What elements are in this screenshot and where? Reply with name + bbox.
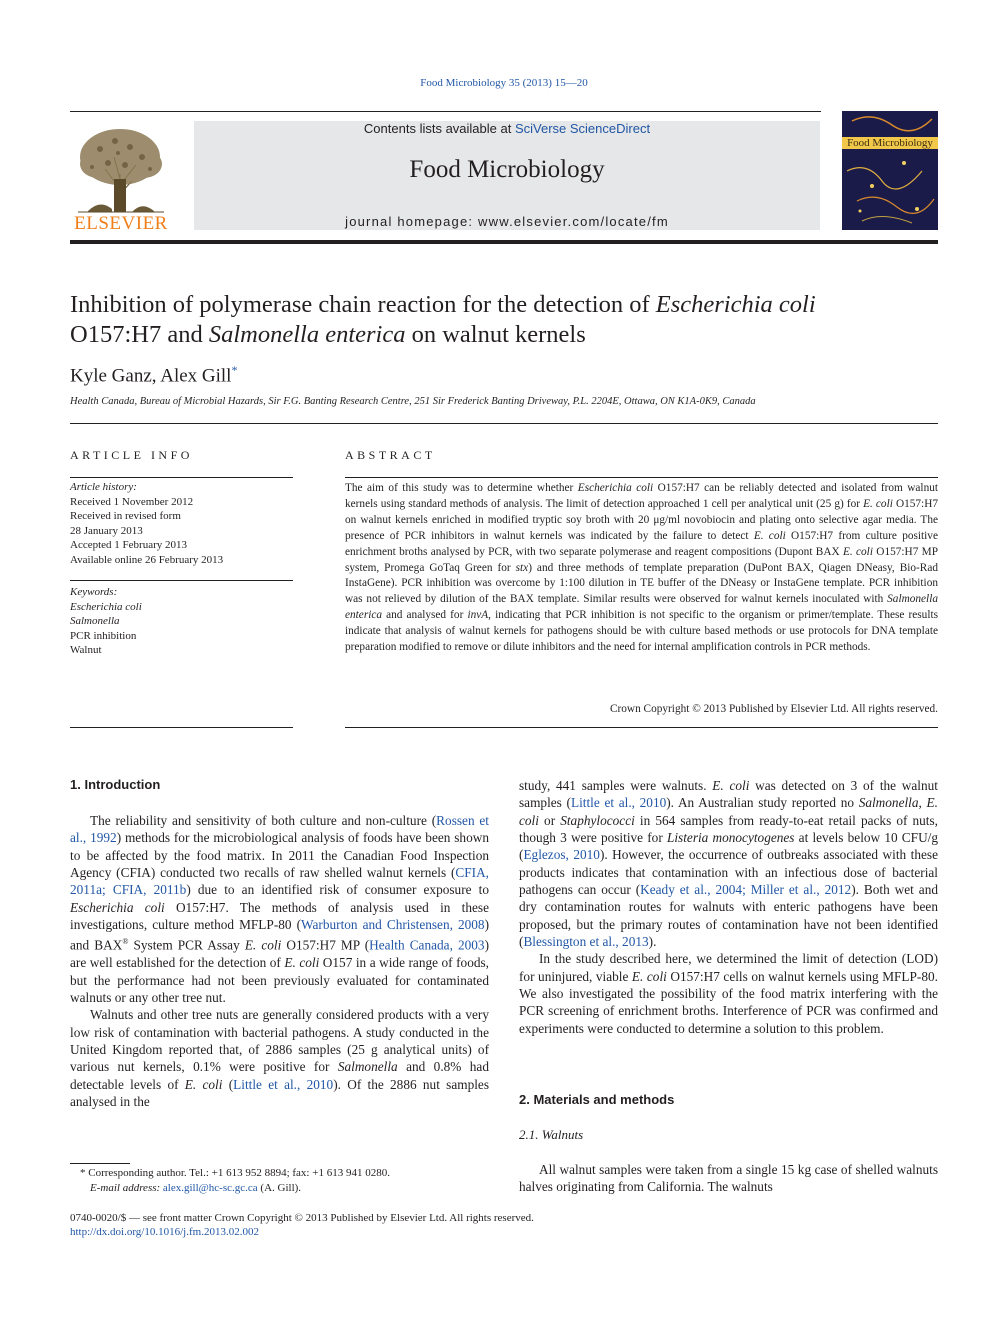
homepage-label: journal homepage: bbox=[345, 214, 479, 229]
doi-link[interactable]: http://dx.doi.org/10.1016/j.fm.2013.02.002 bbox=[70, 1226, 259, 1238]
history-received: Received 1 November 2012 bbox=[70, 495, 194, 508]
walnuts-subheading: 2.1. Walnuts bbox=[519, 1127, 584, 1142]
body-paragraph: All walnut samples were taken from a single 15 kg case of shelled walnuts halves originating from California. The walnuts bbox=[519, 1162, 938, 1195]
journal-homepage bbox=[194, 214, 820, 229]
email-link[interactable]: alex.gill@hc-sc.gc.ca bbox=[162, 1182, 258, 1194]
article-info-rule bbox=[70, 477, 293, 478]
history-revised-date: 28 January 2013 bbox=[70, 524, 143, 537]
keywords-list bbox=[70, 585, 293, 658]
introduction-heading: 1. Introduction bbox=[70, 777, 161, 792]
history-accepted: Accepted 1 February 2013 bbox=[70, 539, 187, 551]
citation-link[interactable]: Eglezos, 2010 bbox=[523, 847, 600, 863]
homepage-link[interactable]: www.elsevier.com/locate/fm bbox=[478, 214, 669, 229]
author-names: Kyle Ganz, Alex Gill bbox=[70, 365, 232, 387]
citation-link[interactable]: Keady et al., 2004; Miller et al., 2012 bbox=[640, 882, 852, 898]
header-thick-rule bbox=[70, 240, 938, 244]
citation-link[interactable]: Rossen et al., 1992 bbox=[70, 813, 490, 846]
header-rule bbox=[70, 111, 821, 112]
history-label: Article history: bbox=[70, 481, 137, 493]
keyword-item: PCR inhibition bbox=[70, 629, 137, 642]
journal-title: Food Microbiology bbox=[409, 156, 605, 183]
keywords-label: Keywords: bbox=[70, 586, 118, 598]
body-right-column bbox=[519, 777, 938, 1037]
citation-link[interactable]: Little et al., 2010 bbox=[233, 1076, 334, 1092]
history-online: Available online 26 February 2013 bbox=[70, 553, 224, 566]
corresponding-author-mark[interactable]: * bbox=[231, 363, 238, 377]
title-part-3: on walnut kernels bbox=[405, 321, 586, 348]
cover-title: Food Microbiology bbox=[842, 137, 938, 149]
cover-artwork bbox=[842, 111, 938, 230]
email-suffix: (A. Gill). bbox=[257, 1182, 302, 1194]
title-part-2: O157:H7 and bbox=[70, 321, 209, 348]
footnote-rule bbox=[70, 1163, 130, 1164]
article-info-heading: ARTICLE INFO bbox=[70, 448, 193, 462]
issn-copyright: 0740-0020/$ — see front matter Crown Copyright © 2013 Published by Elsevier Ltd. All rights reserved. bbox=[70, 1212, 534, 1224]
abstract-heading: ABSTRACT bbox=[345, 448, 436, 462]
article-title bbox=[70, 290, 938, 350]
sciencedirect-link[interactable]: SciVerse ScienceDirect bbox=[514, 121, 651, 136]
body-left-column bbox=[70, 812, 489, 1110]
email-label: E-mail address: bbox=[90, 1182, 163, 1194]
author-affiliation: Health Canada, Bureau of Microbial Hazards, Sir F.G. Banting Research Centre, 251 Sir Frederick Banting Driveway, P.L. 2204E, Ottawa, ON K1A-0K9, Canada bbox=[70, 396, 756, 407]
contents-prefix: Contents lists available at bbox=[363, 121, 515, 136]
body-paragraph: study, 441 samples were walnuts. E. coli was detected on 3 of the walnut samples (Little et al., 2010). An Australian study reported no Salmonella, E. coli or Staphylococci in 564 samples from ready-to-eat retail packs of nuts, though 3 were positive for Listeria monocytogenes at levels below 10 CFU/g (Eglezos, 2010). However, the occurrence of outbreaks associated with these products indicates that contamination with an infectious dose of bacterial pathogens can occur (Keady et al., 2004; Miller et al., 2012). Both wet and dry contamination routes for walnuts with enteric pathogens have been proposed, but the primary routes of contamination have not been identified (Blessington et al., 2013). bbox=[519, 778, 939, 950]
body-paragraph: In the study described here, we determined the limit of detection (LOD) for uninjured, viable E. coli O157:H7 cells on walnut kernels using MFLP-80. We also investigated the possibility of the food matrix interfering with the PCR screening of enrichment broths. Interference of PCR was confirmed and experiments were conducted to determine a solution to this problem. bbox=[519, 951, 938, 1036]
citation-link[interactable]: Health Canada, 2003 bbox=[369, 937, 485, 953]
body-paragraph: Walnuts and other tree nuts are generally considered products with a very low risk of contamination with bacterial pathogens. A study conducted in the United Kingdom reported that, of 2886 samples (25 g analytical units) of various nut kernels, 0.1% were positive for Salmonella and 0.8% had detectable levels of E. coli (Little et al., 2010). Of the 2886 nut samples analysed in the bbox=[70, 1007, 489, 1109]
abstract-copyright: Crown Copyright © 2013 Published by Elsevier Ltd. All rights reserved. bbox=[609, 703, 938, 715]
citation-link[interactable]: Little et al., 2010 bbox=[570, 795, 667, 811]
abstract-body: The aim of this study was to determine whether Escherichia coli O157:H7 can be reliably detected and isolated from walnut kernels using standard methods of analysis. The limit of detection approached 1 cell per analytical unit (25 g) for E. coli O157:H7 on walnut kernels enriched in modified tryptic soy broth with 20 μg/ml novobiocin and plating onto selective agar media. The presence of PCR inhibitors in walnut kernels was indicated by the failure to detect E. coli O157:H7 from culture positive enrichment broths analysed by PCR, with two separate polymerase and reagent compositions (Dupont BAX E. coli O157:H7 MP system, Promega GoTaq Green for stx) and three methods of template preparation (DuPont BAX, Qiagen DNeasy, Bio-Rad InstaGene). PCR inhibition was overcome by 1:100 dilution in TE buffer of the DNeasy or InstaGene template. PCR inhibition was not relieved by dilution of the BAX template. Similar results were observed for walnut kernels inoculated with Salmonella enterica and analysed for invA, indicating that PCR inhibition is not specific to the organism or primer/template. These results indicate that analysis of walnut kernels for pathogens should be with culture based methods or use protocols for DNA template preparation modified to remove or dilute inhibitors and the need for internal amplification controls in PCR methods. bbox=[345, 482, 939, 654]
article-info-rule bbox=[70, 727, 293, 728]
contents-availability bbox=[194, 121, 820, 136]
title-ecoli: Escherichia coli bbox=[655, 291, 816, 318]
citation-link[interactable]: CFIA, 2011a; CFIA, 2011b bbox=[70, 865, 489, 898]
title-salmonella: Salmonella enterica bbox=[208, 321, 406, 348]
keyword-item: Salmonella bbox=[70, 615, 120, 627]
elsevier-wordmark: ELSEVIER bbox=[74, 213, 168, 234]
abstract-rule bbox=[345, 477, 938, 478]
affiliation-rule bbox=[70, 423, 938, 424]
article-history bbox=[70, 480, 293, 567]
article-info-rule bbox=[70, 580, 293, 581]
journal-reference-link[interactable]: Food Microbiology 35 (2013) 15—20 bbox=[420, 77, 588, 89]
citation-link[interactable]: Warburton and Christensen, 2008 bbox=[301, 917, 485, 933]
body-paragraph: The reliability and sensitivity of both culture and non-culture (Rossen et al., 1992) methods for the microbiological analysis of foods have been shown to be affected by the food matrix. In 2011 the Canadian Food Inspection Agency (CFIA) conducted two recalls of raw shelled walnut kernels (CFIA, 2011a; CFIA, 2011b) due to an identified risk of consumer exposure to Escherichia coli O157:H7. The methods of analysis used in these investigations, culture method MFLP-80 (Warburton and Christensen, 2008) and BAX® System PCR Assay E. coli O157:H7 MP (Health Canada, 2003) are well established for the detection of E. coli O157 in a wide range of foods, but the performance had not been previously evaluated for contaminated walnuts or any other tree nut. bbox=[70, 813, 490, 1005]
keyword-item: Walnut bbox=[70, 644, 102, 656]
title-part-1: Inhibition of polymerase chain reaction for the detection of bbox=[70, 291, 656, 318]
corresponding-author-footnote: * Corresponding author. Tel.: +1 613 952 8894; fax: +1 613 941 0280. bbox=[80, 1167, 390, 1179]
journal-cover-image bbox=[842, 111, 938, 230]
abstract-rule bbox=[345, 727, 938, 728]
citation-link[interactable]: Blessington et al., 2013 bbox=[523, 934, 649, 950]
email-footnote bbox=[90, 1181, 301, 1196]
history-revised: Received in revised form bbox=[70, 510, 181, 522]
methods-heading: 2. Materials and methods bbox=[519, 1092, 675, 1107]
author-list bbox=[70, 363, 237, 387]
walnuts-paragraph bbox=[519, 1161, 938, 1196]
keyword-item: Escherichia coli bbox=[70, 600, 142, 613]
